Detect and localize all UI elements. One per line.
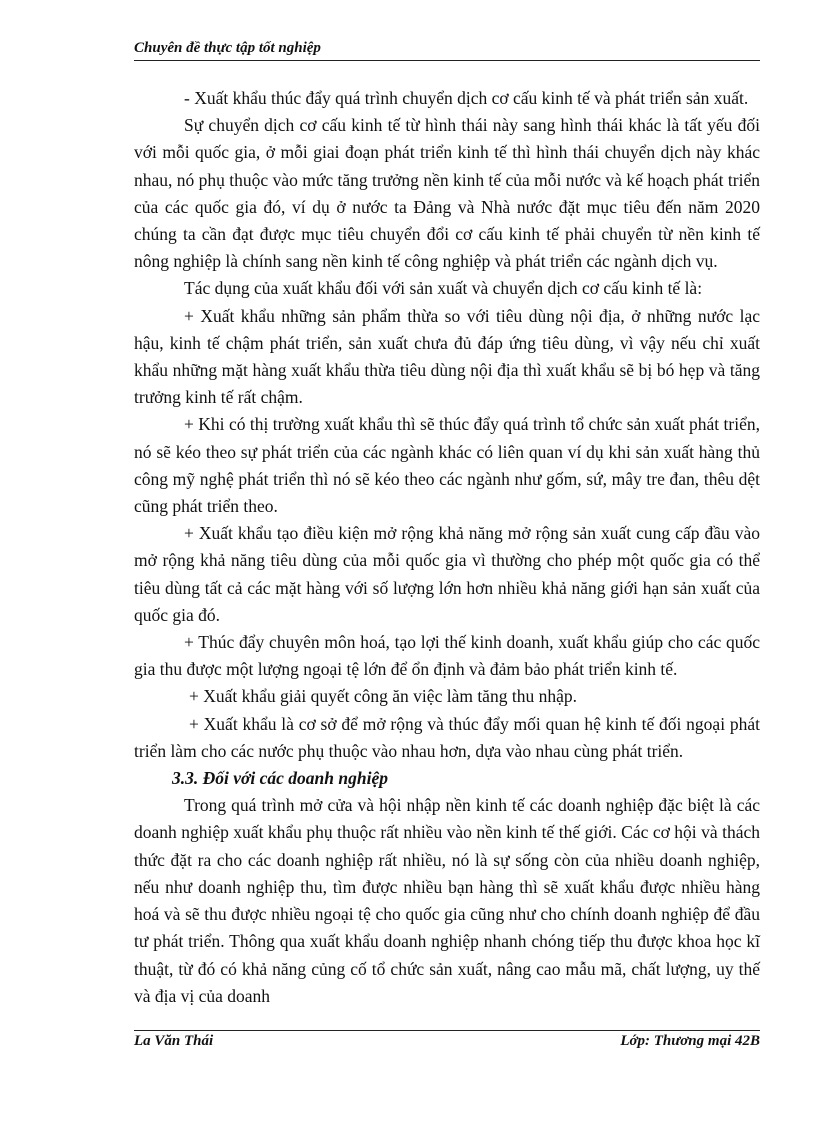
paragraph: Sự chuyển dịch cơ cấu kinh tế từ hình thái này sang hình thái khác là tất yếu đối với mỗi quốc gia, ở mỗi giai đoạn phát triển kinh tế thì hình thái chuyển dịch này khác nhau, nó phụ thuộc vào mức tăng trưởng nền kinh tế của mỗi nước và kế hoạch phát triển của các quốc gia đó, ví dụ ở nước ta Đảng và Nhà nước đặt mục tiêu đến năm 2020 chúng ta cần đạt được mục tiêu chuyển đổi cơ cấu kinh tế phải chuyển từ nền kinh tế nông nghiệp là chính sang nền kinh tế công nghiệp và phát triển các ngành dịch vụ. [134,115,760,272]
document-body [134,85,760,1010]
footer-author: La Văn Thái [134,1033,214,1049]
paragraph: + Khi có thị trường xuất khẩu thì sẽ thúc đẩy quá trình tổ chức sản xuất phát triển, nó sẽ kéo theo sự phát triển của các ngành khác có liên quan ví dụ khi sản xuất hàng thủ công mỹ nghệ phát triển thì nó sẽ kéo theo các ngành như gốm, sứ, mây tre đan, thêu dệt cũng phát triển theo. [134,414,760,517]
section-heading: 3.3. Đối với các doanh nghiệp [172,768,388,789]
paragraph: Trong quá trình mở cửa và hội nhập nền kinh tế các doanh nghiệp đặc biệt là các doanh nghiệp xuất khẩu phụ thuộc rất nhiều vào nền kinh tế thế giới. Các cơ hội và thách thức đặt ra cho các doanh nghiệp rất nhiều, nó là sự sống còn của nhiều doanh nghiệp, nếu như doanh nghiệp thu, tìm được nhiều bạn hàng thì sẽ xuất khẩu được nhiều hàng hoá và sẽ thu được nhiều ngoại tệ cho quốc gia cũng như cho chính doanh nghiệp để đầu tư phát triển. Thông qua xuất khẩu doanh nghiệp nhanh chóng tiếp thu được khoa học kĩ thuật, từ đó có khả năng củng cố tổ chức sản xuất, nâng cao mẫu mã, chất lượng, uy thế và địa vị của doanh [134,795,760,1006]
paragraph: Tác dụng của xuất khẩu đối với sản xuất và chuyển dịch cơ cấu kinh tế là: [184,278,703,299]
page-footer [134,1030,760,1050]
paragraph: + Xuất khẩu giải quyết công ăn việc làm tăng thu nhập. [189,686,577,707]
paragraph: + Thúc đẩy chuyên môn hoá, tạo lợi thế kinh doanh, xuất khẩu giúp cho các quốc gia thu được một lượng ngoại tệ lớn để ổn định và đảm bảo phát triển kinh tế. [134,632,760,680]
page-header [134,40,760,61]
footer-class: Lớp: Thương mại 42B [620,1033,760,1049]
paragraph: + Xuất khẩu là cơ sở để mở rộng và thúc đẩy mối quan hệ kinh tế đối ngoại phát triển làm cho các nước phụ thuộc vào nhau hơn, dựa vào nhau cùng phát triển. [134,713,760,761]
paragraph: - Xuất khẩu thúc đẩy quá trình chuyển dịch cơ cấu kinh tế và phát triển sản xuất. [184,88,749,108]
paragraph: + Xuất khẩu tạo điều kiện mở rộng khả năng mở rộng sản xuất cung cấp đầu vào mở rộng khả năng tiêu dùng của mỗi quốc gia vì thường cho phép một quốc gia có thể tiêu dùng tất cả các mặt hàng với số lượng lớn hơn nhiều khả năng giới hạn sản xuất của quốc gia đó. [134,523,760,625]
paragraph: + Xuất khẩu những sản phẩm thừa so với tiêu dùng nội địa, ở những nước lạc hậu, kinh tế chậm phát triển, sản xuất chưa đủ đáp ứng tiêu dùng, vì vậy nếu chỉ xuất khẩu những mặt hàng xuất khẩu thừa tiêu dùng nội địa thì xuất khẩu sẽ bị bó hẹp và tăng trưởng kinh tế rất chậm. [134,305,760,408]
header-title: Chuyên đề thực tập tốt nghiệp [134,40,321,56]
